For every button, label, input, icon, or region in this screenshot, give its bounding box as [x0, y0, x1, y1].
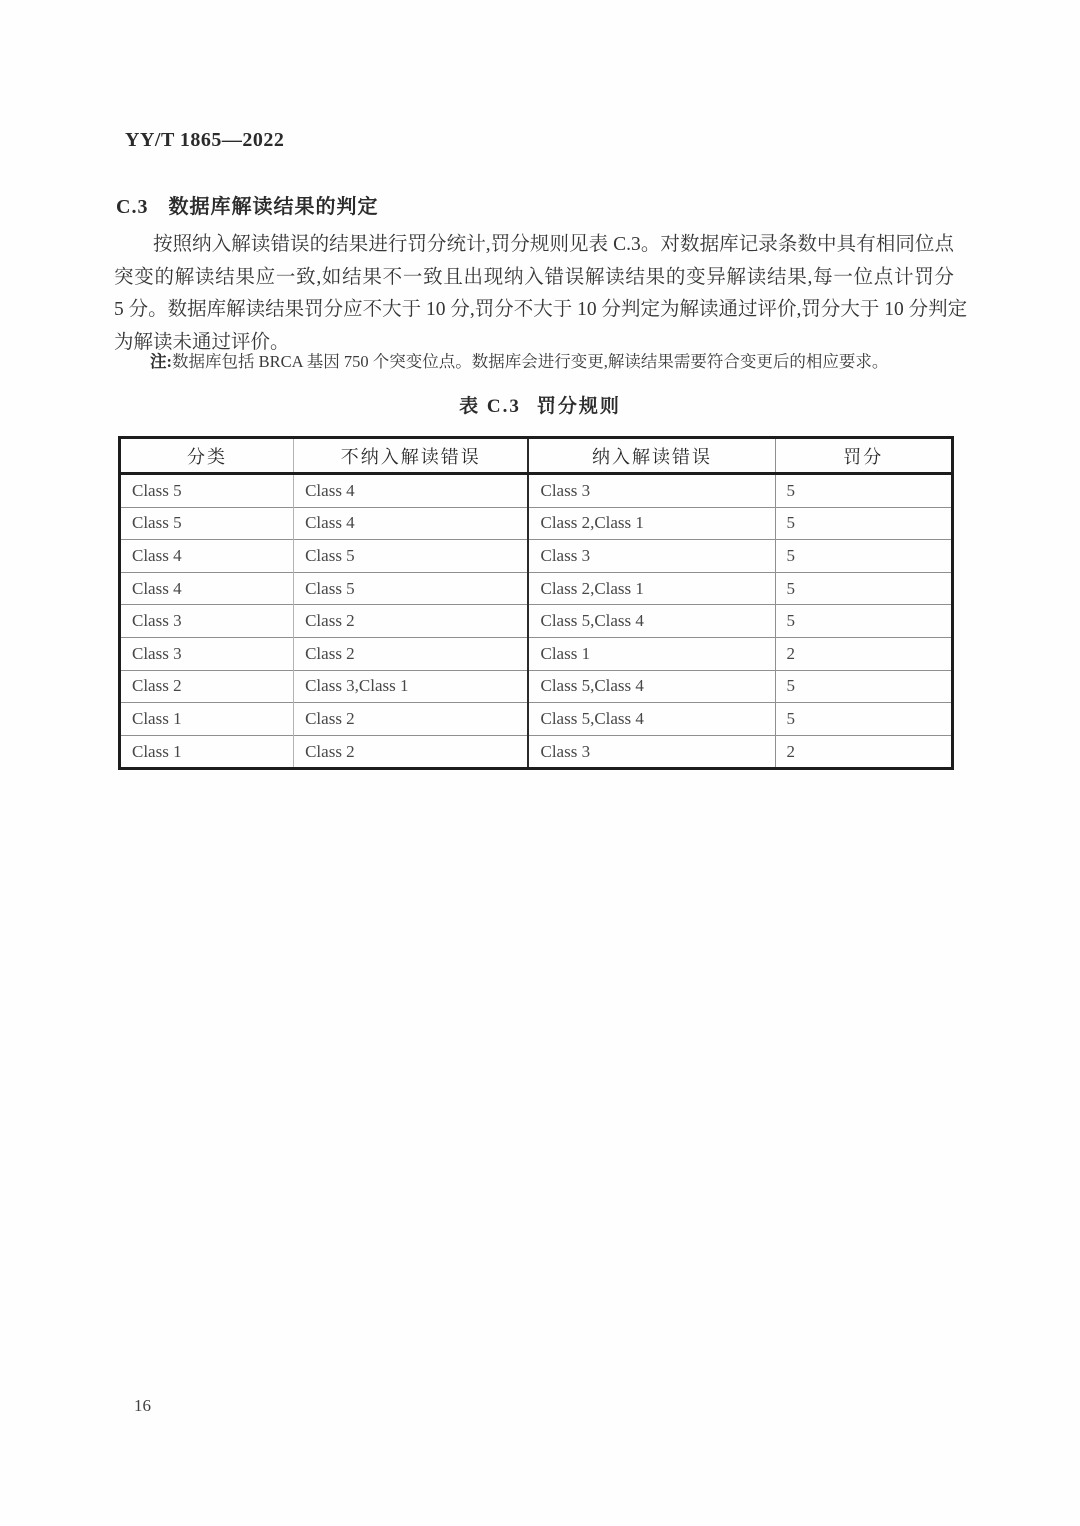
table-cell: 2	[775, 637, 952, 670]
table-cell: Class 4	[120, 572, 294, 605]
table-row	[120, 540, 953, 573]
table-cell: Class 4	[294, 474, 529, 508]
table-cell: Class 5	[120, 474, 294, 508]
table-cell: Class 2,Class 1	[528, 507, 775, 540]
table-cell: Class 2,Class 1	[528, 572, 775, 605]
table-cell: Class 3	[528, 735, 775, 769]
table-cell: 5	[775, 670, 952, 703]
section-number: C.3	[116, 196, 149, 218]
table-caption-title: 罚分规则	[536, 396, 621, 417]
doc-number: YY/T 1865—2022	[125, 129, 285, 151]
table-cell: Class 1	[528, 637, 775, 670]
table-cell: Class 2	[294, 703, 529, 736]
paragraph-line: 为解读未通过评价。	[114, 331, 290, 353]
table-caption	[0, 391, 1080, 418]
table-cell: 5	[786, 480, 796, 500]
paragraph-line: 按照纳入解读错误的结果进行罚分统计,罚分规则见表 C.3。对数据库记录条数中具有相同位点	[153, 234, 954, 255]
table-cell: Class 5,Class 4	[528, 605, 775, 638]
table-cell: Class 4	[294, 507, 529, 540]
table-row	[120, 670, 953, 703]
table-cell: Class 2	[294, 735, 529, 769]
table-cell: Class 5,Class 4	[528, 670, 775, 703]
note-text: 数据库包括 BRCA 基因 750 个突变位点。数据库会进行变更,解读结果需要符合变更后的相应要求。	[172, 352, 889, 371]
table-row	[120, 572, 953, 605]
table-row	[120, 605, 953, 638]
table-cell: Class 3	[120, 637, 294, 670]
table-cell: Class 2	[294, 637, 529, 670]
section-heading	[116, 190, 378, 219]
table-cell: Class 5	[294, 540, 529, 573]
table-cell: 5	[775, 572, 952, 605]
table-cell: 5	[775, 703, 952, 736]
table-header-cell: 罚分	[775, 438, 952, 474]
penalty-rules-table	[118, 436, 954, 770]
note-label: 注:	[150, 352, 172, 371]
table-cell: Class 4	[120, 540, 294, 573]
table-body	[120, 474, 953, 769]
note	[150, 351, 920, 373]
table-cell: 2	[775, 735, 952, 769]
table-header-row	[120, 438, 953, 474]
table-cell: 5	[775, 605, 952, 638]
table-row	[120, 474, 953, 508]
table-cell: Class 2	[120, 670, 294, 703]
table-cell: 5	[775, 507, 952, 540]
table-cell: 5	[775, 540, 952, 573]
table-caption-label: 表 C.3	[459, 396, 521, 417]
table-cell: Class 3	[528, 540, 775, 573]
table-header-cell: 分类	[120, 438, 294, 474]
table-cell: Class 3	[120, 605, 294, 638]
table-cell: Class 5	[120, 507, 294, 540]
table-cell: Class 3	[528, 474, 775, 508]
table-cell: Class 1	[120, 703, 294, 736]
page-number: 16	[134, 1396, 151, 1415]
body-paragraph	[114, 229, 968, 359]
table-header-cell: 纳入解读错误	[528, 438, 775, 474]
paragraph-line: 突变的解读结果应一致,如结果不一致且出现纳入错误解读结果的变异解读结果,每一位点计罚分	[114, 266, 954, 288]
table-row	[120, 703, 953, 736]
table-row	[120, 735, 953, 769]
table-cell: Class 2	[294, 605, 529, 638]
table-row	[120, 507, 953, 540]
section-title: 数据库解读结果的判定	[168, 196, 379, 218]
table-cell: Class 3,Class 1	[294, 670, 529, 703]
table-cell: Class 5	[294, 572, 529, 605]
table-header-cell: 不纳入解读错误	[294, 438, 529, 474]
paragraph-line: 5 分。数据库解读结果罚分应不大于 10 分,罚分不大于 10 分判定为解读通过评价,罚分大于 10 分判定	[114, 299, 968, 320]
table-cell: Class 5,Class 4	[528, 703, 775, 736]
table-cell: Class 1	[120, 735, 294, 769]
table-row	[120, 637, 953, 670]
